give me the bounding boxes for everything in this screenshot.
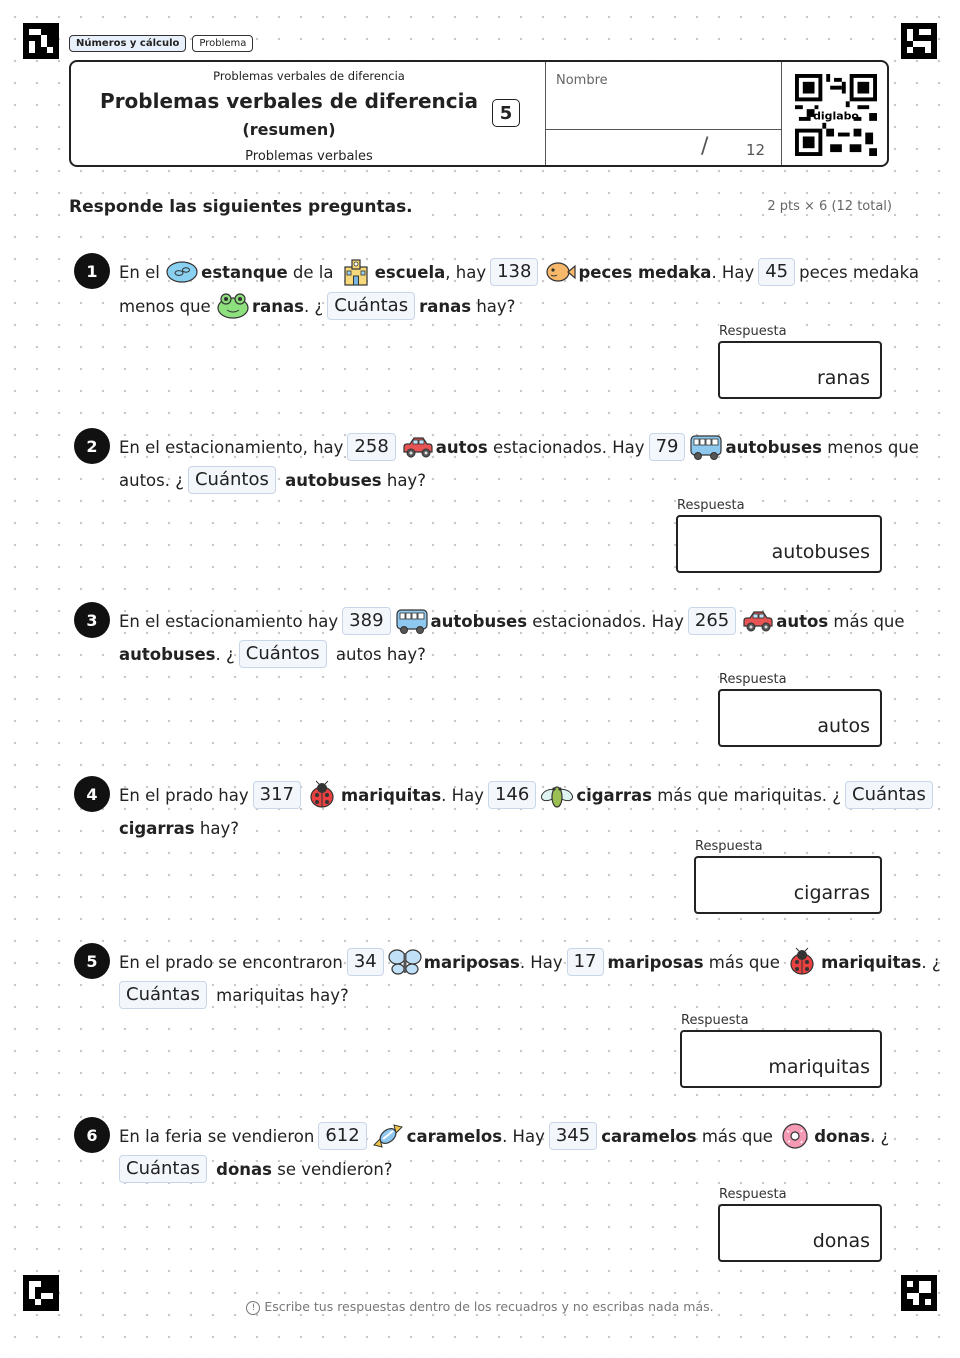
answer-label: Respuesta — [681, 1013, 749, 1028]
question-number: 1 — [74, 253, 110, 289]
answer-unit: donas — [812, 1230, 870, 1252]
text: . ¿ — [303, 296, 324, 316]
number-box: 345 — [549, 1122, 597, 1150]
candy-icon — [371, 1121, 405, 1151]
question-word-box: Cuántas — [327, 292, 415, 320]
question-2-line-2 — [119, 464, 426, 496]
keyword-car: autos — [435, 437, 488, 457]
question-4-line-2 — [119, 812, 239, 844]
butterfly-icon — [388, 947, 422, 977]
fish-icon — [542, 257, 576, 287]
text: autos. ¿ — [119, 470, 184, 490]
text: de la — [292, 262, 334, 282]
answer-box-4[interactable] — [694, 856, 882, 914]
question-3-line-2 — [119, 638, 426, 670]
ladybug-icon — [785, 947, 819, 977]
text: En la feria se vendieron — [119, 1126, 315, 1146]
corner-marker-top-right — [901, 23, 937, 59]
car-icon — [400, 432, 434, 462]
question-word-box: Cuántos — [188, 466, 276, 494]
question-word-box: Cuántos — [239, 640, 327, 668]
text: autos hay? — [335, 644, 426, 664]
keyword-fish: peces medaka — [578, 262, 712, 282]
text: estacionados. Hay — [532, 611, 684, 631]
question-number: 6 — [74, 1117, 110, 1153]
keyword-bus: autobuses — [725, 437, 822, 457]
question-6-line-1 — [119, 1120, 889, 1152]
qr-block — [781, 62, 888, 165]
score-total: 12 — [746, 141, 766, 159]
question-2-line-1 — [119, 431, 919, 463]
text: menos que — [827, 437, 919, 457]
name-label: Nombre — [556, 73, 608, 88]
frog-icon — [216, 291, 250, 321]
ladybug-icon — [305, 780, 339, 810]
text: hay? — [386, 470, 426, 490]
text: se vendieron? — [277, 1159, 393, 1179]
car-icon — [740, 606, 774, 636]
number-box: 79 — [649, 433, 686, 461]
number-box: 317 — [253, 781, 301, 809]
question-number: 4 — [74, 776, 110, 812]
keyword-donut: donas — [216, 1159, 272, 1179]
page-title: Problemas verbales de diferencia — [100, 89, 478, 113]
number-box: 138 — [490, 258, 538, 286]
question-1-line-2 — [119, 290, 515, 322]
name-score-block — [545, 62, 782, 165]
keyword-bus: autobuses — [119, 644, 216, 664]
keyword-bus: autobuses — [430, 611, 528, 631]
answer-label: Respuesta — [695, 839, 763, 854]
question-word-box: Cuántas — [119, 1155, 207, 1183]
question-number: 2 — [74, 428, 110, 464]
qr-brand-text: diglabo — [813, 109, 859, 123]
question-4-line-1 — [119, 779, 937, 811]
keyword-frog: ranas — [251, 296, 304, 316]
question-word-box: Cuántas — [845, 781, 933, 809]
instructions: Responde las siguientes preguntas. — [69, 197, 413, 217]
school-icon — [339, 257, 373, 287]
text: . Hay — [441, 785, 484, 805]
number-box: 389 — [342, 607, 390, 635]
footer-note — [0, 1299, 960, 1315]
answer-label: Respuesta — [719, 672, 787, 687]
text: más que — [708, 952, 780, 972]
number-box: 265 — [688, 607, 736, 635]
sheet-number: 5 — [492, 99, 520, 127]
footer-text: Escribe tus respuestas dentro de los recuadros y no escribas nada más. — [264, 1299, 714, 1314]
header-subtitle-top: Problemas verbales de diferencia — [213, 69, 405, 83]
text: En el prado hay — [119, 785, 249, 805]
corner-marker-top-left — [23, 23, 59, 59]
text: . Hay — [502, 1126, 545, 1146]
text: . Hay — [519, 952, 563, 972]
text: En el prado se encontraron — [119, 952, 343, 972]
text: más que mariquitas. ¿ — [657, 785, 842, 805]
header-title-block — [71, 62, 547, 165]
answer-unit: autos — [817, 715, 870, 737]
header-subtitle-bottom: Problemas verbales — [245, 149, 373, 164]
text: En el estacionamiento, hay — [119, 437, 344, 457]
keyword-cicada: cigarras — [119, 818, 195, 838]
text: . Hay — [711, 262, 755, 282]
answer-label: Respuesta — [719, 324, 787, 339]
number-box: 258 — [347, 433, 395, 461]
number-box: 17 — [567, 948, 604, 976]
keyword-butterfly: mariposas — [607, 952, 704, 972]
points-info: 2 pts × 6 (12 total) — [767, 199, 892, 214]
pond-icon — [165, 257, 199, 287]
answer-box-5[interactable] — [680, 1030, 882, 1088]
info-icon: ! — [246, 1301, 260, 1315]
answer-unit: mariquitas — [768, 1056, 870, 1078]
bus-icon — [689, 432, 723, 462]
keyword-bus: autobuses — [285, 470, 382, 490]
worksheet-header — [69, 60, 889, 167]
tag-type: Problema — [192, 35, 253, 52]
text: estacionados. Hay — [492, 437, 645, 457]
keyword-ladybug: mariquitas — [340, 785, 442, 805]
question-word-box: Cuántas — [119, 981, 207, 1009]
text: hay? — [476, 296, 516, 316]
number-box: 45 — [758, 258, 795, 286]
keyword-ladybug: mariquitas — [821, 952, 922, 972]
answer-unit: ranas — [816, 367, 870, 389]
text: En el estacionamiento hay — [119, 611, 339, 631]
cicada-icon — [540, 780, 574, 810]
text: peces medaka — [799, 262, 919, 282]
tag-category: Números y cálculo — [69, 35, 186, 52]
answer-label: Respuesta — [719, 1187, 787, 1202]
question-6-line-2 — [119, 1153, 393, 1185]
text: mariquitas hay? — [216, 985, 349, 1005]
name-divider — [546, 129, 782, 130]
keyword-car: autos — [776, 611, 829, 631]
text: . ¿ — [870, 1126, 890, 1146]
keyword-donut: donas — [814, 1126, 871, 1146]
answer-unit: autobuses — [771, 541, 870, 563]
score-slash: / — [701, 134, 709, 159]
number-box: 612 — [318, 1122, 366, 1150]
question-number: 3 — [74, 602, 110, 638]
text: . ¿ — [215, 644, 235, 664]
keyword-butterfly: mariposas — [423, 952, 520, 972]
qr-code-icon — [795, 74, 877, 156]
text: En el — [119, 262, 160, 282]
page-title-secondary: (resumen) — [242, 120, 336, 139]
question-5-line-1 — [119, 946, 941, 978]
keyword-pond: estanque — [201, 262, 288, 282]
answer-box-3[interactable] — [718, 689, 882, 747]
answer-unit: cigarras — [793, 882, 870, 904]
category-tags — [69, 35, 253, 52]
answer-box-2[interactable] — [676, 515, 882, 573]
bus-icon — [395, 606, 429, 636]
question-3-line-1 — [119, 605, 905, 637]
question-1-line-1 — [119, 256, 919, 288]
text: más que — [833, 611, 905, 631]
number-box: 34 — [347, 948, 384, 976]
answer-box-1[interactable] — [718, 341, 882, 399]
answer-box-6[interactable] — [718, 1204, 882, 1262]
text: más que — [701, 1126, 773, 1146]
keyword-candy: caramelos — [406, 1126, 503, 1146]
question-5-line-2 — [119, 979, 349, 1011]
number-box: 146 — [488, 781, 536, 809]
keyword-school: escuela — [374, 262, 446, 282]
question-number: 5 — [74, 943, 110, 979]
text: hay? — [199, 818, 239, 838]
keyword-candy: caramelos — [601, 1126, 697, 1146]
answer-label: Respuesta — [677, 498, 745, 513]
text: . ¿ — [921, 952, 941, 972]
text: menos que — [119, 296, 211, 316]
text: , hay — [445, 262, 487, 282]
keyword-cicada: cigarras — [576, 785, 652, 805]
donut-icon — [778, 1121, 812, 1151]
keyword-frog: ranas — [419, 296, 472, 316]
